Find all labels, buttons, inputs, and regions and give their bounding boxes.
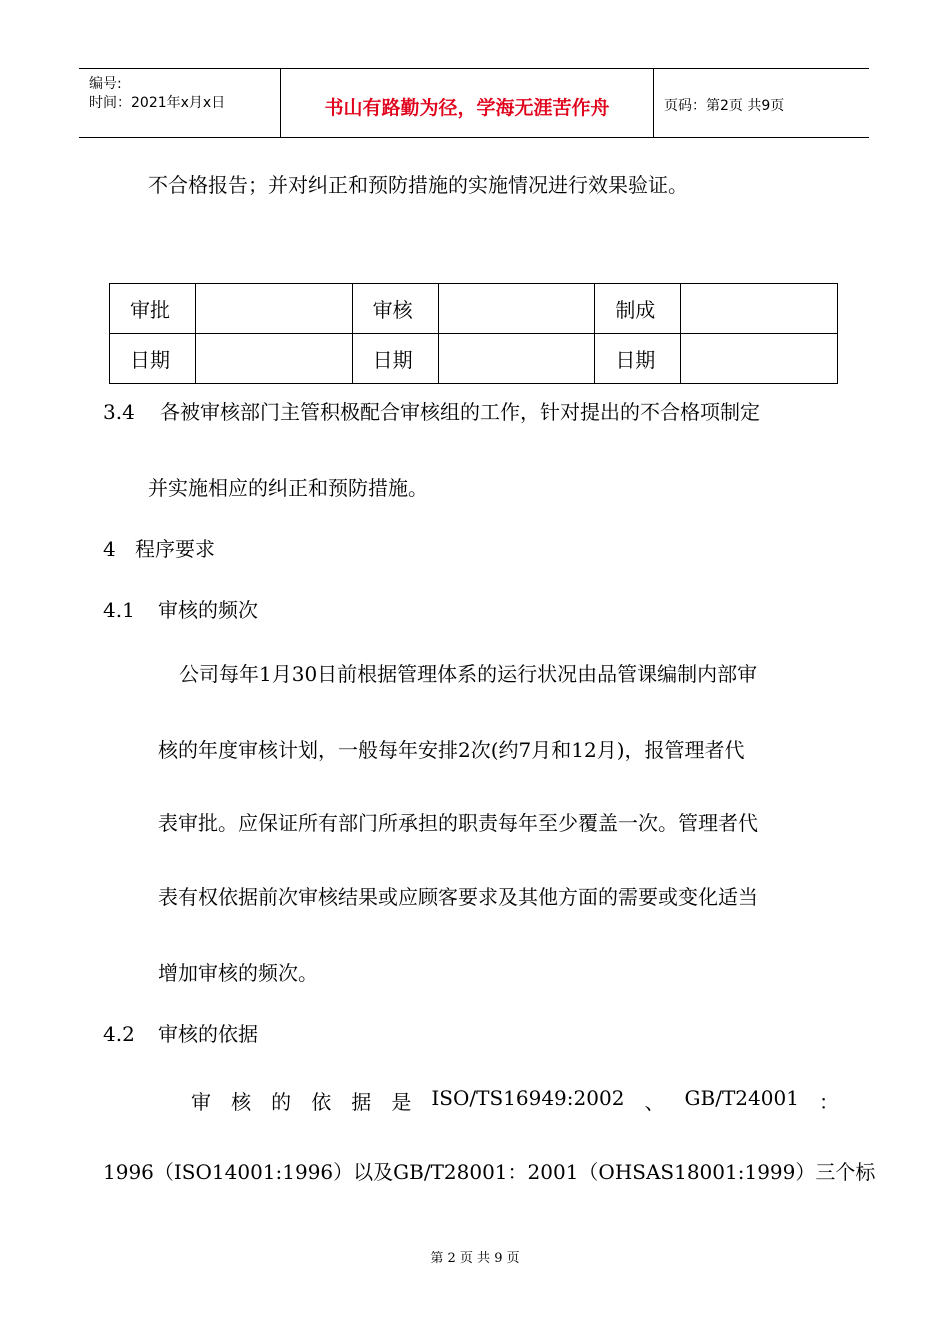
date-field xyxy=(196,334,353,384)
prepare-label: 制成 xyxy=(595,284,681,334)
word: 是 xyxy=(391,1090,412,1114)
word: 据 xyxy=(351,1090,372,1114)
header-page-cell xyxy=(654,69,869,137)
page-header xyxy=(79,68,869,138)
document-time: 时间：2021年x月x日 xyxy=(89,95,226,111)
review-field xyxy=(438,284,595,334)
header-motto: 书山有路勤为径，学海无涯苦作舟 xyxy=(324,97,610,119)
word: 的 xyxy=(271,1090,292,1114)
date-field xyxy=(681,334,838,384)
paragraph-line: 不合格报告；并对纠正和预防措施的实施情况进行效果验证。 xyxy=(148,173,688,197)
document-number: 编号: xyxy=(89,76,122,92)
paragraph-line: 并实施相应的纠正和预防措施。 xyxy=(148,476,428,500)
section-heading: 程序要求 xyxy=(135,537,215,561)
approve-label: 审批 xyxy=(110,284,196,334)
section-number: 4.1 xyxy=(103,598,135,622)
section-number: 4 xyxy=(103,537,116,561)
header-meta-cell xyxy=(79,69,281,137)
table-row xyxy=(110,334,838,384)
paragraph-line: 公司每年1月30日前根据管理体系的运行状况由品管课编制内部审 xyxy=(179,662,758,686)
word: ： xyxy=(818,1090,839,1114)
date-label: 日期 xyxy=(595,334,681,384)
prepare-field xyxy=(681,284,838,334)
section-heading: 审核的依据 xyxy=(158,1022,258,1046)
word: ISO/TS16949:2002 xyxy=(431,1086,625,1110)
table-row xyxy=(110,284,838,334)
signature-table xyxy=(109,283,838,384)
date-label: 日期 xyxy=(352,334,438,384)
paragraph-line: 增加审核的频次。 xyxy=(158,961,318,985)
section-number: 4.2 xyxy=(103,1022,135,1046)
paragraph-line: 各被审核部门主管积极配合审核组的工作，针对提出的不合格项制定 xyxy=(160,400,760,424)
justified-line xyxy=(191,1086,839,1115)
section-number: 3.4 xyxy=(103,400,135,424)
paragraph-line: 表有权依据前次审核结果或应顾客要求及其他方面的需要或变化适当 xyxy=(158,885,758,909)
page-footer: 第 2 页 共 9 页 xyxy=(430,1251,520,1266)
approve-field xyxy=(196,284,353,334)
review-label: 审核 xyxy=(352,284,438,334)
word: 、 xyxy=(644,1090,665,1114)
paragraph-line: 表审批。应保证所有部门所承担的职责每年至少覆盖一次。管理者代 xyxy=(158,811,758,835)
word: 依 xyxy=(311,1090,332,1114)
date-field xyxy=(438,334,595,384)
date-label: 日期 xyxy=(110,334,196,384)
paragraph-line: 核的年度审核计划，一般每年安排2次(约7月和12月)，报管理者代 xyxy=(158,738,745,762)
header-page-number: 页码：第2页 共9页 xyxy=(664,98,785,114)
paragraph-line: 1996（ISO14001:1996）以及GB/T28001：2001（OHSAS18001:1999）三个标 xyxy=(103,1160,876,1184)
word: 审 xyxy=(191,1090,211,1114)
header-motto-cell xyxy=(281,69,654,137)
word: 核 xyxy=(231,1090,252,1114)
section-heading: 审核的频次 xyxy=(158,598,258,622)
word: GB/T24001 xyxy=(684,1086,799,1110)
